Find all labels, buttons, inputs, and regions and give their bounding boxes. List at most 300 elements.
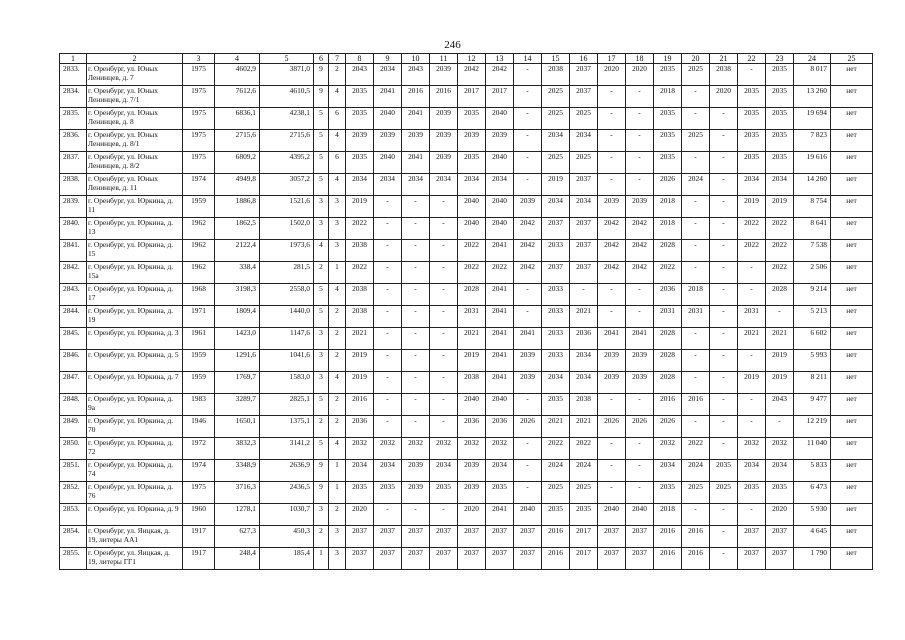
value-cell: 1041,6 [260, 350, 314, 372]
address-cell: г. Оренбург, ул. Яицкая, д. 19, литеры ГГ1 [87, 548, 183, 570]
value-cell: 3 [329, 218, 346, 240]
value-cell: 2042 [514, 262, 542, 284]
value-cell: - [682, 416, 710, 438]
value-cell: 1 [329, 482, 346, 504]
value-cell: 2034 [570, 196, 598, 218]
value-cell: - [710, 196, 738, 218]
value-cell: 2034 [430, 460, 458, 482]
value-cell: 4 [329, 130, 346, 152]
value-cell: - [710, 526, 738, 548]
value-cell: 2039 [402, 460, 430, 482]
value-cell: - [374, 196, 402, 218]
value-cell: - [738, 64, 766, 86]
value-cell: 2 [329, 328, 346, 350]
address-cell: г. Оренбург, ул. Юркина, д. 17 [87, 284, 183, 306]
value-cell: нет [831, 394, 873, 416]
value-cell: 2 [329, 416, 346, 438]
value-cell: - [682, 152, 710, 174]
value-cell: 1975 [183, 86, 215, 108]
table-row [60, 196, 873, 218]
value-cell: 3289,7 [215, 394, 260, 416]
value-cell: - [626, 152, 654, 174]
value-cell: 2038 [542, 64, 570, 86]
value-cell: 2024 [682, 174, 710, 196]
value-cell: 2636,9 [260, 460, 314, 482]
value-cell: 3716,3 [215, 482, 260, 504]
value-cell: - [374, 262, 402, 284]
value-cell: 2019 [766, 350, 794, 372]
value-cell: 2043 [346, 64, 374, 86]
value-cell: - [430, 504, 458, 526]
value-cell: 4 [329, 86, 346, 108]
value-cell: - [710, 130, 738, 152]
value-cell: 2035 [738, 108, 766, 130]
value-cell: 2016 [682, 394, 710, 416]
value-cell: 2022 [654, 262, 682, 284]
value-cell: 2038 [346, 284, 374, 306]
value-cell: 2021 [738, 328, 766, 350]
value-cell: 2039 [402, 130, 430, 152]
value-cell: 2041 [486, 372, 514, 394]
value-cell: - [374, 372, 402, 394]
value-cell: 2039 [430, 152, 458, 174]
value-cell: - [430, 328, 458, 350]
value-cell: 2038 [346, 306, 374, 328]
value-cell: 2018 [654, 196, 682, 218]
value-cell: 2032 [486, 438, 514, 460]
value-cell: 2 506 [794, 262, 831, 284]
value-cell: 2034 [346, 174, 374, 196]
value-cell: 12 219 [794, 416, 831, 438]
value-cell: 2032 [458, 438, 486, 460]
value-cell: 2038 [346, 240, 374, 262]
row-number-cell: 2844. [60, 306, 87, 328]
value-cell: 2037 [346, 526, 374, 548]
value-cell: - [430, 262, 458, 284]
value-cell: 2043 [766, 394, 794, 416]
value-cell: - [710, 504, 738, 526]
value-cell: 1959 [183, 196, 215, 218]
value-cell: нет [831, 218, 873, 240]
value-cell: 2038 [570, 394, 598, 416]
value-cell: 2021 [766, 328, 794, 350]
value-cell: 2039 [486, 130, 514, 152]
value-cell: 1975 [183, 130, 215, 152]
value-cell: 2022 [738, 240, 766, 262]
value-cell: 2032 [654, 438, 682, 460]
value-cell: 2037 [374, 526, 402, 548]
value-cell: 2037 [570, 218, 598, 240]
column-number-row [60, 54, 873, 64]
column-number-14: 14 [514, 54, 542, 64]
table-row [60, 438, 873, 460]
value-cell: 3871,0 [260, 64, 314, 86]
value-cell: 2042 [626, 262, 654, 284]
value-cell: 2026 [514, 416, 542, 438]
value-cell: 2028 [654, 240, 682, 262]
value-cell: нет [831, 504, 873, 526]
value-cell: 1862,5 [215, 218, 260, 240]
column-number-11: 11 [430, 54, 458, 64]
value-cell: 2035 [654, 108, 682, 130]
table-body [60, 64, 873, 570]
value-cell: 3 [329, 196, 346, 218]
address-cell: г. Оренбург, ул. Юркина, д. 70 [87, 416, 183, 438]
value-cell: 2036 [486, 416, 514, 438]
value-cell: 2040 [486, 394, 514, 416]
address-cell: г. Оренбург, ул. Юркина, д. 19 [87, 306, 183, 328]
value-cell: 2037 [430, 526, 458, 548]
value-cell: - [598, 152, 626, 174]
value-cell: 2018 [654, 218, 682, 240]
value-cell: 2041 [486, 284, 514, 306]
column-number-15: 15 [542, 54, 570, 64]
value-cell: - [402, 504, 430, 526]
value-cell: 1971 [183, 306, 215, 328]
value-cell: 2037 [402, 548, 430, 570]
value-cell: - [430, 240, 458, 262]
column-number-6: 6 [314, 54, 329, 64]
value-cell: 1 [314, 548, 329, 570]
address-cell: г. Оренбург, ул. Юных Ленинцев, д. 7/1 [87, 86, 183, 108]
value-cell: 2034 [374, 64, 402, 86]
value-cell: - [374, 306, 402, 328]
value-cell: нет [831, 350, 873, 372]
column-number-23: 23 [766, 54, 794, 64]
value-cell: 1278,1 [215, 504, 260, 526]
value-cell: - [682, 86, 710, 108]
value-cell: 2122,4 [215, 240, 260, 262]
address-cell: г. Оренбург, ул. Юных Ленинцев, д. 7 [87, 64, 183, 86]
value-cell: 2032 [402, 438, 430, 460]
value-cell: - [402, 240, 430, 262]
value-cell: - [598, 284, 626, 306]
value-cell: 1375,1 [260, 416, 314, 438]
column-number-10: 10 [402, 54, 430, 64]
value-cell: 1886,8 [215, 196, 260, 218]
value-cell: 2021 [570, 306, 598, 328]
value-cell: - [514, 86, 542, 108]
table-row [60, 108, 873, 130]
housing-register-table [59, 53, 873, 570]
value-cell: 3 [314, 328, 329, 350]
value-cell: 8 641 [794, 218, 831, 240]
value-cell: 2040 [626, 504, 654, 526]
value-cell: - [626, 394, 654, 416]
value-cell: 2037 [598, 548, 626, 570]
value-cell: 2021 [346, 328, 374, 350]
value-cell: 2016 [654, 394, 682, 416]
value-cell: 6 602 [794, 328, 831, 350]
value-cell: 2037 [570, 174, 598, 196]
value-cell: - [430, 196, 458, 218]
value-cell: 2024 [570, 460, 598, 482]
value-cell: - [402, 218, 430, 240]
value-cell: - [514, 394, 542, 416]
value-cell: 2039 [598, 350, 626, 372]
value-cell: 2041 [486, 240, 514, 262]
value-cell: 2037 [458, 526, 486, 548]
value-cell: 2025 [542, 152, 570, 174]
value-cell: 11 040 [794, 438, 831, 460]
value-cell: 1650,1 [215, 416, 260, 438]
value-cell: 2035 [738, 152, 766, 174]
value-cell: 2039 [374, 130, 402, 152]
value-cell: - [430, 350, 458, 372]
value-cell: 9 [314, 86, 329, 108]
row-number-cell: 2848. [60, 394, 87, 416]
value-cell: - [570, 284, 598, 306]
row-number-cell: 2847. [60, 372, 87, 394]
value-cell: 2035 [738, 130, 766, 152]
value-cell: 2017 [458, 86, 486, 108]
value-cell: - [402, 196, 430, 218]
table-row [60, 262, 873, 284]
value-cell: 2042 [458, 64, 486, 86]
value-cell: 2028 [766, 284, 794, 306]
address-cell: г. Оренбург, ул. Юркина, д. 74 [87, 460, 183, 482]
value-cell: 2 [329, 306, 346, 328]
value-cell: 2034 [374, 174, 402, 196]
value-cell: 1 790 [794, 548, 831, 570]
value-cell: 2037 [626, 548, 654, 570]
table-row [60, 372, 873, 394]
value-cell: 4 [329, 284, 346, 306]
value-cell: - [430, 284, 458, 306]
value-cell: нет [831, 152, 873, 174]
value-cell: - [514, 284, 542, 306]
value-cell: - [402, 262, 430, 284]
value-cell: 2037 [514, 526, 542, 548]
value-cell: 2019 [346, 372, 374, 394]
value-cell: - [682, 350, 710, 372]
value-cell: 2039 [430, 108, 458, 130]
value-cell: 4 [314, 240, 329, 262]
value-cell: 9 214 [794, 284, 831, 306]
value-cell: 2037 [626, 526, 654, 548]
value-cell: 9 [314, 64, 329, 86]
value-cell: 1030,7 [260, 504, 314, 526]
value-cell: нет [831, 438, 873, 460]
value-cell: 2025 [710, 482, 738, 504]
value-cell: 2037 [738, 526, 766, 548]
value-cell: 1959 [183, 372, 215, 394]
value-cell: 2037 [458, 548, 486, 570]
value-cell: 2032 [374, 438, 402, 460]
value-cell: 2035 [542, 504, 570, 526]
value-cell: 2016 [682, 526, 710, 548]
value-cell: - [514, 152, 542, 174]
value-cell: - [598, 460, 626, 482]
value-cell: 2035 [542, 394, 570, 416]
row-number-cell: 2841. [60, 240, 87, 262]
value-cell: 1975 [183, 64, 215, 86]
value-cell: 3 [314, 196, 329, 218]
value-cell: - [710, 174, 738, 196]
value-cell: 1962 [183, 218, 215, 240]
value-cell: 2025 [542, 108, 570, 130]
value-cell: - [710, 240, 738, 262]
value-cell: - [710, 152, 738, 174]
value-cell: 2034 [570, 130, 598, 152]
value-cell: 2034 [654, 460, 682, 482]
table-row [60, 350, 873, 372]
value-cell: 4602,9 [215, 64, 260, 86]
value-cell: 2026 [654, 174, 682, 196]
value-cell: 3832,3 [215, 438, 260, 460]
value-cell: 1974 [183, 460, 215, 482]
value-cell: 1 [329, 460, 346, 482]
value-cell: 2034 [346, 460, 374, 482]
value-cell: 2034 [458, 174, 486, 196]
value-cell: 2034 [766, 174, 794, 196]
value-cell: 1968 [183, 284, 215, 306]
table-row [60, 526, 873, 548]
value-cell: 4610,5 [260, 86, 314, 108]
value-cell: 2018 [654, 504, 682, 526]
value-cell: - [766, 416, 794, 438]
value-cell: 2039 [430, 64, 458, 86]
value-cell: 2025 [682, 130, 710, 152]
value-cell: 2019 [346, 196, 374, 218]
value-cell: 2035 [766, 86, 794, 108]
value-cell: 2022 [486, 262, 514, 284]
value-cell: 2039 [626, 350, 654, 372]
value-cell: 2034 [430, 174, 458, 196]
value-cell: 2020 [458, 504, 486, 526]
value-cell: 2037 [570, 86, 598, 108]
value-cell: 2035 [346, 86, 374, 108]
value-cell: 19 616 [794, 152, 831, 174]
value-cell: 3 [314, 218, 329, 240]
value-cell: - [374, 284, 402, 306]
value-cell: 2022 [570, 438, 598, 460]
value-cell: нет [831, 460, 873, 482]
value-cell: 2035 [458, 152, 486, 174]
value-cell: 2039 [626, 372, 654, 394]
value-cell: 2025 [542, 482, 570, 504]
value-cell: 450,3 [260, 526, 314, 548]
value-cell: 2040 [374, 152, 402, 174]
address-cell: г. Оренбург, ул. Юркина, д. 11 [87, 196, 183, 218]
value-cell: 2039 [626, 196, 654, 218]
value-cell: 2034 [738, 460, 766, 482]
value-cell: 8 211 [794, 372, 831, 394]
value-cell: 2022 [458, 262, 486, 284]
value-cell: 1972 [183, 438, 215, 460]
value-cell: 2040 [458, 394, 486, 416]
row-number-cell: 2835. [60, 108, 87, 130]
row-number-cell: 2840. [60, 218, 87, 240]
row-number-cell: 2838. [60, 174, 87, 196]
value-cell: 2035 [654, 482, 682, 504]
value-cell: нет [831, 284, 873, 306]
value-cell: - [626, 460, 654, 482]
value-cell: 1147,6 [260, 328, 314, 350]
value-cell: 7612,6 [215, 86, 260, 108]
value-cell: 1 [329, 262, 346, 284]
table-row [60, 174, 873, 196]
value-cell: 2037 [766, 548, 794, 570]
value-cell: 4 [329, 174, 346, 196]
value-cell: 2034 [542, 372, 570, 394]
value-cell: 2042 [598, 240, 626, 262]
address-cell: г. Оренбург, ул. Юркина, д. 9 [87, 504, 183, 526]
value-cell: 281,5 [260, 262, 314, 284]
value-cell: 2035 [654, 64, 682, 86]
row-number-cell: 2833. [60, 64, 87, 86]
value-cell: - [682, 240, 710, 262]
column-number-5: 5 [260, 54, 314, 64]
value-cell: 2040 [486, 218, 514, 240]
value-cell: 2022 [738, 218, 766, 240]
value-cell: - [430, 394, 458, 416]
value-cell: 2041 [486, 328, 514, 350]
value-cell: - [626, 284, 654, 306]
value-cell: 2035 [766, 130, 794, 152]
value-cell: нет [831, 108, 873, 130]
value-cell: 2032 [346, 438, 374, 460]
value-cell: 1440,0 [260, 306, 314, 328]
value-cell: - [402, 328, 430, 350]
value-cell: нет [831, 372, 873, 394]
value-cell: 19 694 [794, 108, 831, 130]
value-cell: 3198,3 [215, 284, 260, 306]
value-cell: 2022 [766, 262, 794, 284]
value-cell: 2035 [374, 482, 402, 504]
value-cell: 2 [329, 504, 346, 526]
value-cell: 2033 [542, 284, 570, 306]
value-cell: 2021 [570, 416, 598, 438]
value-cell: - [710, 416, 738, 438]
value-cell: 2028 [654, 372, 682, 394]
address-cell: г. Оренбург, ул. Юркина, д. 9а [87, 394, 183, 416]
value-cell: 2032 [766, 438, 794, 460]
value-cell: 6 [329, 108, 346, 130]
value-cell: 2040 [458, 196, 486, 218]
value-cell: 2019 [738, 372, 766, 394]
value-cell: 2035 [766, 482, 794, 504]
value-cell: 2028 [654, 350, 682, 372]
value-cell: 2019 [542, 174, 570, 196]
column-number-2: 2 [87, 54, 183, 64]
value-cell: 9 [314, 482, 329, 504]
value-cell: 7 823 [794, 130, 831, 152]
value-cell: нет [831, 130, 873, 152]
value-cell: 2018 [654, 86, 682, 108]
value-cell: - [402, 372, 430, 394]
value-cell: 2040 [486, 108, 514, 130]
value-cell: - [598, 130, 626, 152]
row-number-cell: 2836. [60, 130, 87, 152]
value-cell: 2037 [570, 262, 598, 284]
row-number-cell: 2851. [60, 460, 87, 482]
value-cell: - [626, 174, 654, 196]
value-cell: 2033 [542, 306, 570, 328]
value-cell: - [766, 306, 794, 328]
value-cell: 2017 [486, 86, 514, 108]
value-cell: - [374, 416, 402, 438]
value-cell: 1962 [183, 240, 215, 262]
value-cell: - [374, 504, 402, 526]
value-cell: 2040 [458, 218, 486, 240]
value-cell: - [374, 328, 402, 350]
value-cell: - [738, 350, 766, 372]
value-cell: 2039 [458, 482, 486, 504]
value-cell: 2032 [430, 438, 458, 460]
value-cell: 1917 [183, 526, 215, 548]
column-number-21: 21 [710, 54, 738, 64]
